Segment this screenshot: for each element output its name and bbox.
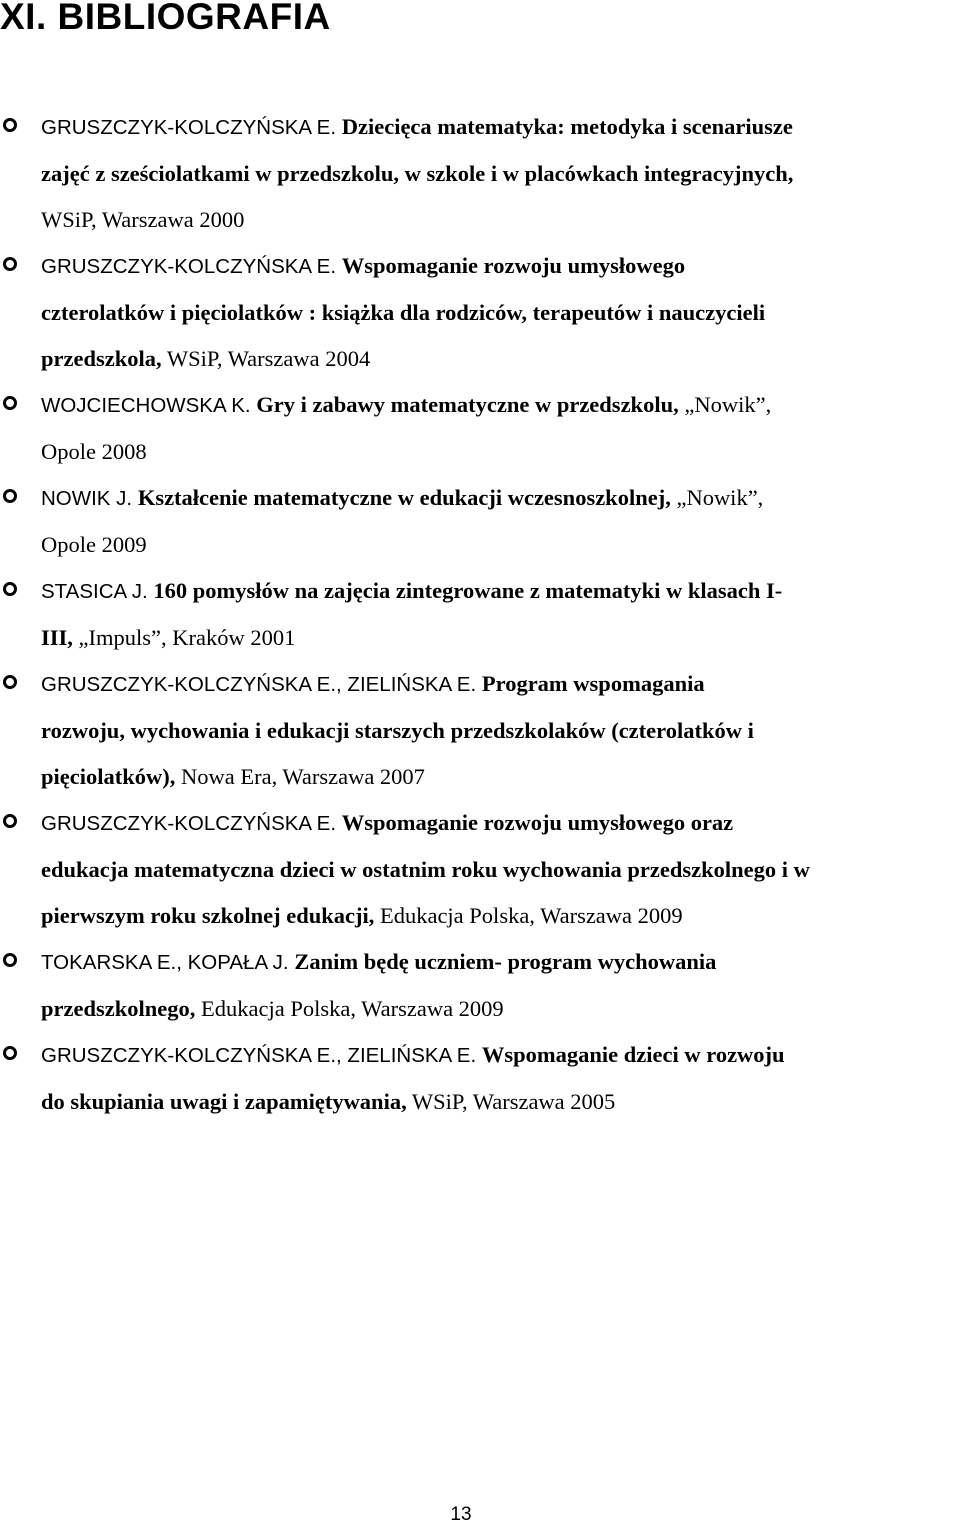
entry-author: TOKARSKA E., KOPAŁA J.: [41, 951, 295, 974]
bibliography-entry: [0, 1032, 960, 1125]
entry-publication: „Nowik”, Opole 2008: [41, 392, 772, 464]
bibliography-entry: [0, 568, 960, 661]
entry-publication: WSiP, Warszawa 2004: [161, 346, 371, 371]
entry-title: Gry i zabawy matematyczne w przedszkolu,: [256, 392, 679, 417]
bibliography-entry: [0, 661, 960, 800]
entry-title: Program wspomagania rozwoju, wychowania i edukacji starszych przedszkolaków (czterolatków i pięciolatków),: [41, 671, 754, 789]
entry-author: STASICA J.: [41, 580, 154, 603]
entry-author: GRUSZCZYK-KOLCZYŃSKA E., ZIELIŃSKA E.: [41, 673, 482, 696]
bibliography-entry: [0, 939, 960, 1032]
bibliography-entry: [0, 104, 960, 243]
bibliography-entry: [0, 382, 960, 475]
entry-publication: „Nowik”, Opole 2009: [41, 485, 764, 557]
bibliography-entry: [0, 475, 960, 568]
entry-publication: „Impuls”, Kraków 2001: [72, 625, 296, 650]
entry-title: 160 pomysłów na zajęcia zintegrowane z matematyki w klasach I- III,: [41, 578, 783, 650]
ring-bullet-icon: [3, 582, 17, 596]
bibliography-entry: [0, 243, 960, 382]
ring-bullet-icon: [3, 396, 17, 410]
section-heading: XI. BIBLIOGRAFIA: [0, 0, 331, 37]
ring-bullet-icon: [3, 489, 17, 503]
bibliography-list: [0, 104, 960, 1125]
ring-bullet-icon: [3, 257, 17, 271]
entry-author: GRUSZCZYK-KOLCZYŃSKA E.: [41, 116, 342, 139]
entry-publication: Edukacja Polska, Warszawa 2009: [195, 996, 504, 1021]
ring-bullet-icon: [3, 814, 17, 828]
entry-title: Wspomaganie dzieci w rozwoju do skupiania uwagi i zapamiętywania,: [41, 1042, 785, 1114]
entry-publication: WSiP, Warszawa 2005: [406, 1089, 616, 1114]
ring-bullet-icon: [3, 1046, 17, 1060]
entry-publication: Nowa Era, Warszawa 2007: [175, 764, 425, 789]
entry-title: Wspomaganie rozwoju umysłowego czterolatków i pięciolatków : książka dla rodziców, terapeutów i nauczycieli przedszkola,: [41, 253, 766, 371]
entry-author: GRUSZCZYK-KOLCZYŃSKA E., ZIELIŃSKA E.: [41, 1044, 482, 1067]
ring-bullet-icon: [3, 953, 17, 967]
entry-title: Kształcenie matematyczne w edukacji wczesnoszkolnej,: [137, 485, 671, 510]
page-number: 13: [450, 1504, 472, 1525]
entry-author: NOWIK J.: [41, 487, 138, 510]
entry-author: WOJCIECHOWSKA K.: [41, 394, 257, 417]
entry-title: Zanim będę uczniem- program wychowania przedszkolnego,: [41, 949, 717, 1021]
bibliography-entry: [0, 800, 960, 939]
entry-author: GRUSZCZYK-KOLCZYŃSKA E.: [41, 255, 342, 278]
ring-bullet-icon: [3, 118, 17, 132]
entry-publication: Edukacja Polska, Warszawa 2009: [374, 903, 683, 928]
entry-publication: WSiP, Warszawa 2000: [41, 207, 245, 232]
ring-bullet-icon: [3, 675, 17, 689]
entry-title: Dziecięca matematyka: metodyka i scenariusze zajęć z sześciolatkami w przedszkolu, w szkole i w placówkach integracyjnych,: [41, 114, 794, 186]
entry-author: GRUSZCZYK-KOLCZYŃSKA E.: [41, 812, 342, 835]
entry-title: Wspomaganie rozwoju umysłowego oraz edukacja matematyczna dzieci w ostatnim roku wychowania przedszkolnego i w pierwszym roku szkolnej edukacji,: [41, 810, 810, 928]
